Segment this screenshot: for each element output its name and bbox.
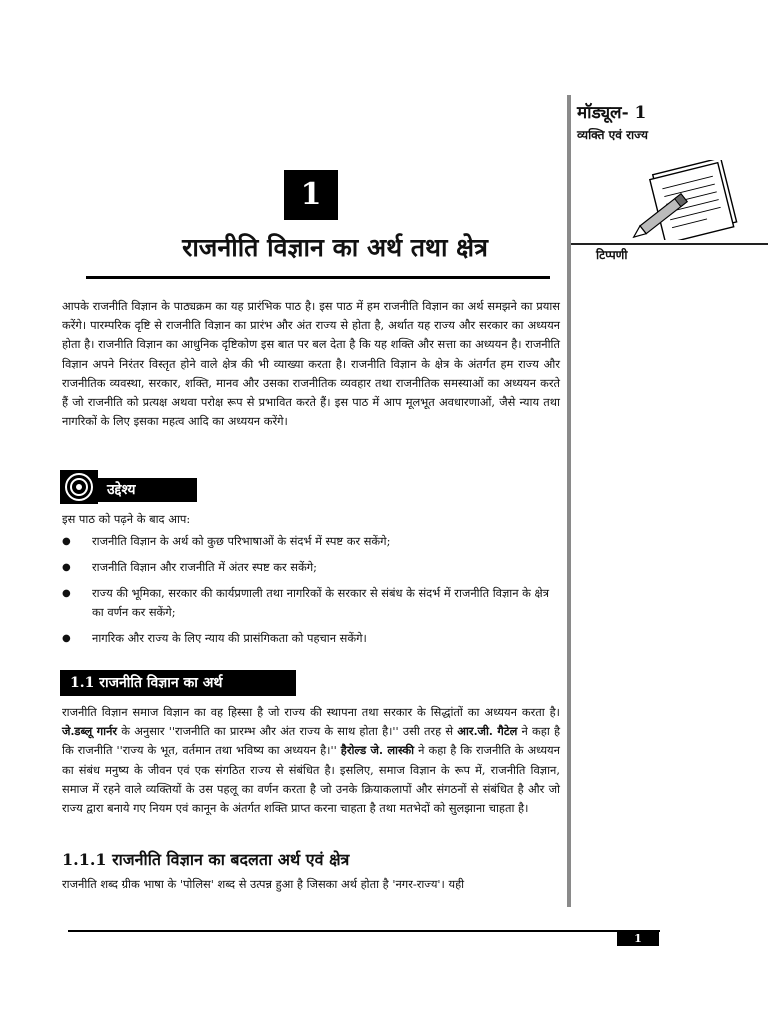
objectives-heading: उद्देश्य xyxy=(97,478,197,502)
section-heading: 1.1 राजनीति विज्ञान का अर्थ xyxy=(60,670,296,696)
objectives-list xyxy=(62,532,562,655)
page-number: 1 xyxy=(617,931,659,946)
objectives-lead: इस पाठ को पढ़ने के बाद आप: xyxy=(62,512,191,526)
author-name: हैरोल्ड जे. लास्की xyxy=(340,743,415,758)
module-title: मॉड्यूल- 1 xyxy=(577,103,647,123)
section-paragraph: राजनीति विज्ञान समाज विज्ञान का वह हिस्सा है जो राज्य की स्थापना तथा सरकार के सिद्धांतों का अध्ययन करता है। जे.डब्लू गार्नर के अनुसार ''राजनीति का प्रारम्भ और अंत राज्य के साथ होता है।'' उसी तरह से आर.जी. गैटेल ने कहा है कि राजनीति ''राज्य के भूत, वर्तमान तथा भविष्य का अध्ययन है।'' हैरोल्ड जे. लास्की ने कहा है कि राजनीति के अध्ययन का संबंध मनुष्य के जीवन एवं एक संगठित राज्य से संबंधित है। इसलिए, समाज विज्ञान के रूप में, राजनीति विज्ञान, समाज में रहने वाले व्यक्तियों के उस पहलू का वर्णन करता है जो उनके क्रियाकलापों और संगठनों से संबंधित है और जो राज्य द्वारा बनाये गए नियम एवं कानून के अंतर्गत शक्ति प्राप्त करना चाहता है तथा मतभेदों को सुलझाना चाहता है। xyxy=(62,705,561,816)
subsection-heading: 1.1.1 राजनीति विज्ञान का बदलता अर्थ एवं क्षेत्र xyxy=(62,850,350,869)
list-item: ● राजनीति विज्ञान और राजनीति में अंतर स्पष्ट कर सकेंगे; xyxy=(62,558,562,577)
list-item: ● राज्य की भूमिका, सरकार की कार्यप्रणाली तथा नागरिकों के सरकार से संबंध के संदर्भ में राजनीति विज्ञान के क्षेत्र का वर्णन कर सकेंगे; xyxy=(62,584,562,622)
module-subtitle: व्यक्ति एवं राज्य xyxy=(577,128,648,142)
author-name: आर.जी. गैटेल xyxy=(457,724,518,739)
target-spiral-icon xyxy=(60,470,98,504)
intro-paragraph: आपके राजनीति विज्ञान के पाठ्यक्रम का यह प्रारंभिक पाठ है। इस पाठ में हम राजनीति विज्ञान का अर्थ समझने का प्रयास करेंगे। पारम्परिक दृष्टि से राजनीति विज्ञान का प्रारंभ और अंत राज्य से होता है, अर्थात यह राज्य और सरकार का अध्ययन होता है। राजनीति विज्ञान का आधुनिक दृष्टिकोण इस बात पर बल देता है कि यह शक्ति और सत्ता का अध्ययन है। राजनीति विज्ञान अपने निरंतर विस्तृत होने वाले क्षेत्र की भी व्याख्या करता है। राजनीति विज्ञान के क्षेत्र के अंतर्गत हम राज्य और राजनीतिक व्यवस्था, सरकार, शक्ति, मानव और उसका राजनीतिक व्यवहार तथा राजनीतिक समस्याओं का अध्ययन करते हैं जो राजनीति को प्रत्यक्ष अथवा परोक्ष रूप से प्रभावित करते हैं। इस पाठ में आप मूलभूत अवधारणाओं, जैसे न्याय तथा नागरिकों के लिए इसका महत्व आदि का अध्ययन करेंगे। xyxy=(62,299,560,429)
list-item: ● नागरिक और राज्य के लिए न्याय की प्रासंगिकता को पहचान सकेंगे। xyxy=(62,629,562,648)
margin-rule xyxy=(571,243,768,245)
footer-rule xyxy=(68,930,660,932)
chapter-number: 1 xyxy=(284,170,338,220)
notes-label: टिप्पणी xyxy=(596,248,628,262)
author-name: जे.डब्लू गार्नर xyxy=(62,724,118,739)
margin-divider xyxy=(567,95,571,907)
title-underline xyxy=(86,276,550,279)
pencil-notepad-icon xyxy=(632,160,744,240)
chapter-title: राजनीति विज्ञान का अर्थ तथा क्षेत्र xyxy=(182,233,488,262)
subsection-paragraph: राजनीति शब्द ग्रीक भाषा के 'पोलिस' शब्द से उत्पन्न हुआ है जिसका अर्थ होता है 'नगर-राज्य'। यही xyxy=(62,877,465,891)
list-item: ● राजनीति विज्ञान के अर्थ को कुछ परिभाषाओं के संदर्भ में स्पष्ट कर सकेंगे; xyxy=(62,532,562,551)
